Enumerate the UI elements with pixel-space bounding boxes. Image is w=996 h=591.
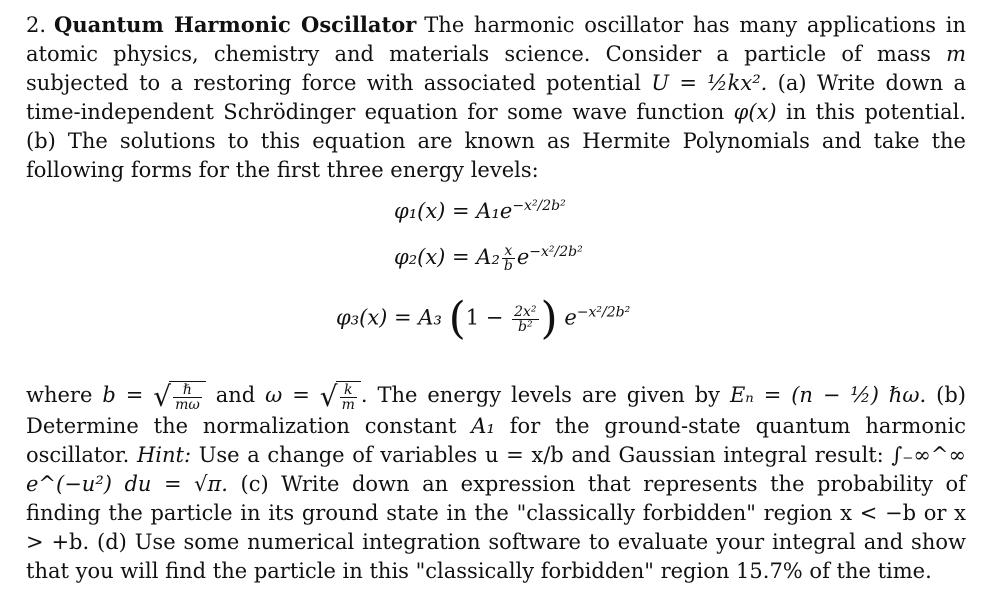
2x2-over-b2: $\frac{\text{2x²}}{\text{b²}}$ bbox=[514, 303, 537, 335]
part-a-end-text: in this potential. (b) The solutions to this equation are known as Hermite Polynomials and take the following forms for the first three energy levels: bbox=[26, 100, 966, 182]
equation-phi3: φ₃(x) = A₃ (1 − $\frac{\text{2x²}}{\text{b²}}$ ) $e^{-x^2/2b^2}$ bbox=[336, 293, 631, 344]
problem-number: 2. bbox=[26, 13, 47, 37]
equation-phi1: $\varphi_1(x) = A_1e^{-x^2/2b^2}$ bbox=[394, 198, 566, 223]
problem-intro bbox=[26, 10, 966, 185]
intro-text-1: The harmonic oscillator has many applications in atomic physics, chemistry and materials science. Consider a particle of mass bbox=[26, 13, 966, 66]
hint-label: Hint: bbox=[136, 443, 192, 467]
equation-phi2: φ₂(x) = A₂ $\frac{x}{b}$ $e^{-x^2/2b^2}$ bbox=[394, 243, 583, 274]
intro-text-2: subjected to a restoring force with associated potential bbox=[26, 71, 641, 95]
gaussian-integral: ∫₋∞^∞ e^(−u²) du = √π. bbox=[26, 443, 966, 496]
problem-title: Quantum Harmonic Oscillator bbox=[54, 12, 417, 37]
mass-symbol: m bbox=[946, 42, 966, 66]
potential-expression: U = ½kx². bbox=[651, 71, 768, 95]
part-d-text: (d) Use some numerical integration software to evaluate your integral and show that you will find the particle in this "classically forbidden" region 15.7% of the time. bbox=[26, 530, 966, 583]
phi-of-x: φ(x) bbox=[733, 100, 777, 124]
energy-levels: Eₙ = (n − ½) ℏω. bbox=[729, 383, 927, 407]
problem-continuation: where b = √ $\frac{\text{ℏ}}{m\omega}$ and ω = √ $\frac{k}{m}$ . The energy levels are given by Eₙ = (n − ½) ℏω. (b) Determine the normalization constant A₁ for the ground-state quantum harmonic oscillator. Hint: Use a change of variables u = x/b and Gaussian integral result: ∫₋∞^∞ e^(−u²) du = √π. (c) Write down an expression that represents the probability of finding the particle in its ground state in the "classically forbidden" region x < −b or x > +b. (d) Use some numerical integration software to evaluate your integral and show that you will find the particle in this "classically forbidden" region 15.7% of the time. bbox=[26, 380, 966, 583]
problem-page bbox=[26, 10, 966, 586]
part-c-text: (c) Write down an expression that represents the probability of finding the particle in its ground state in the "classically forbidden" region x < −b or x > +b. bbox=[26, 472, 966, 554]
x-over-b: $\frac{x}{b}$ bbox=[503, 243, 513, 274]
hermite-equations bbox=[26, 185, 966, 381]
hbar-over-mw: $\frac{\text{ℏ}}{m\omega}$ bbox=[175, 382, 200, 413]
part-a-text: (a) Write down a time-independent Schrödinger equation for some wave function bbox=[26, 71, 966, 124]
k-over-m: $\frac{k}{m}$ bbox=[341, 382, 355, 413]
